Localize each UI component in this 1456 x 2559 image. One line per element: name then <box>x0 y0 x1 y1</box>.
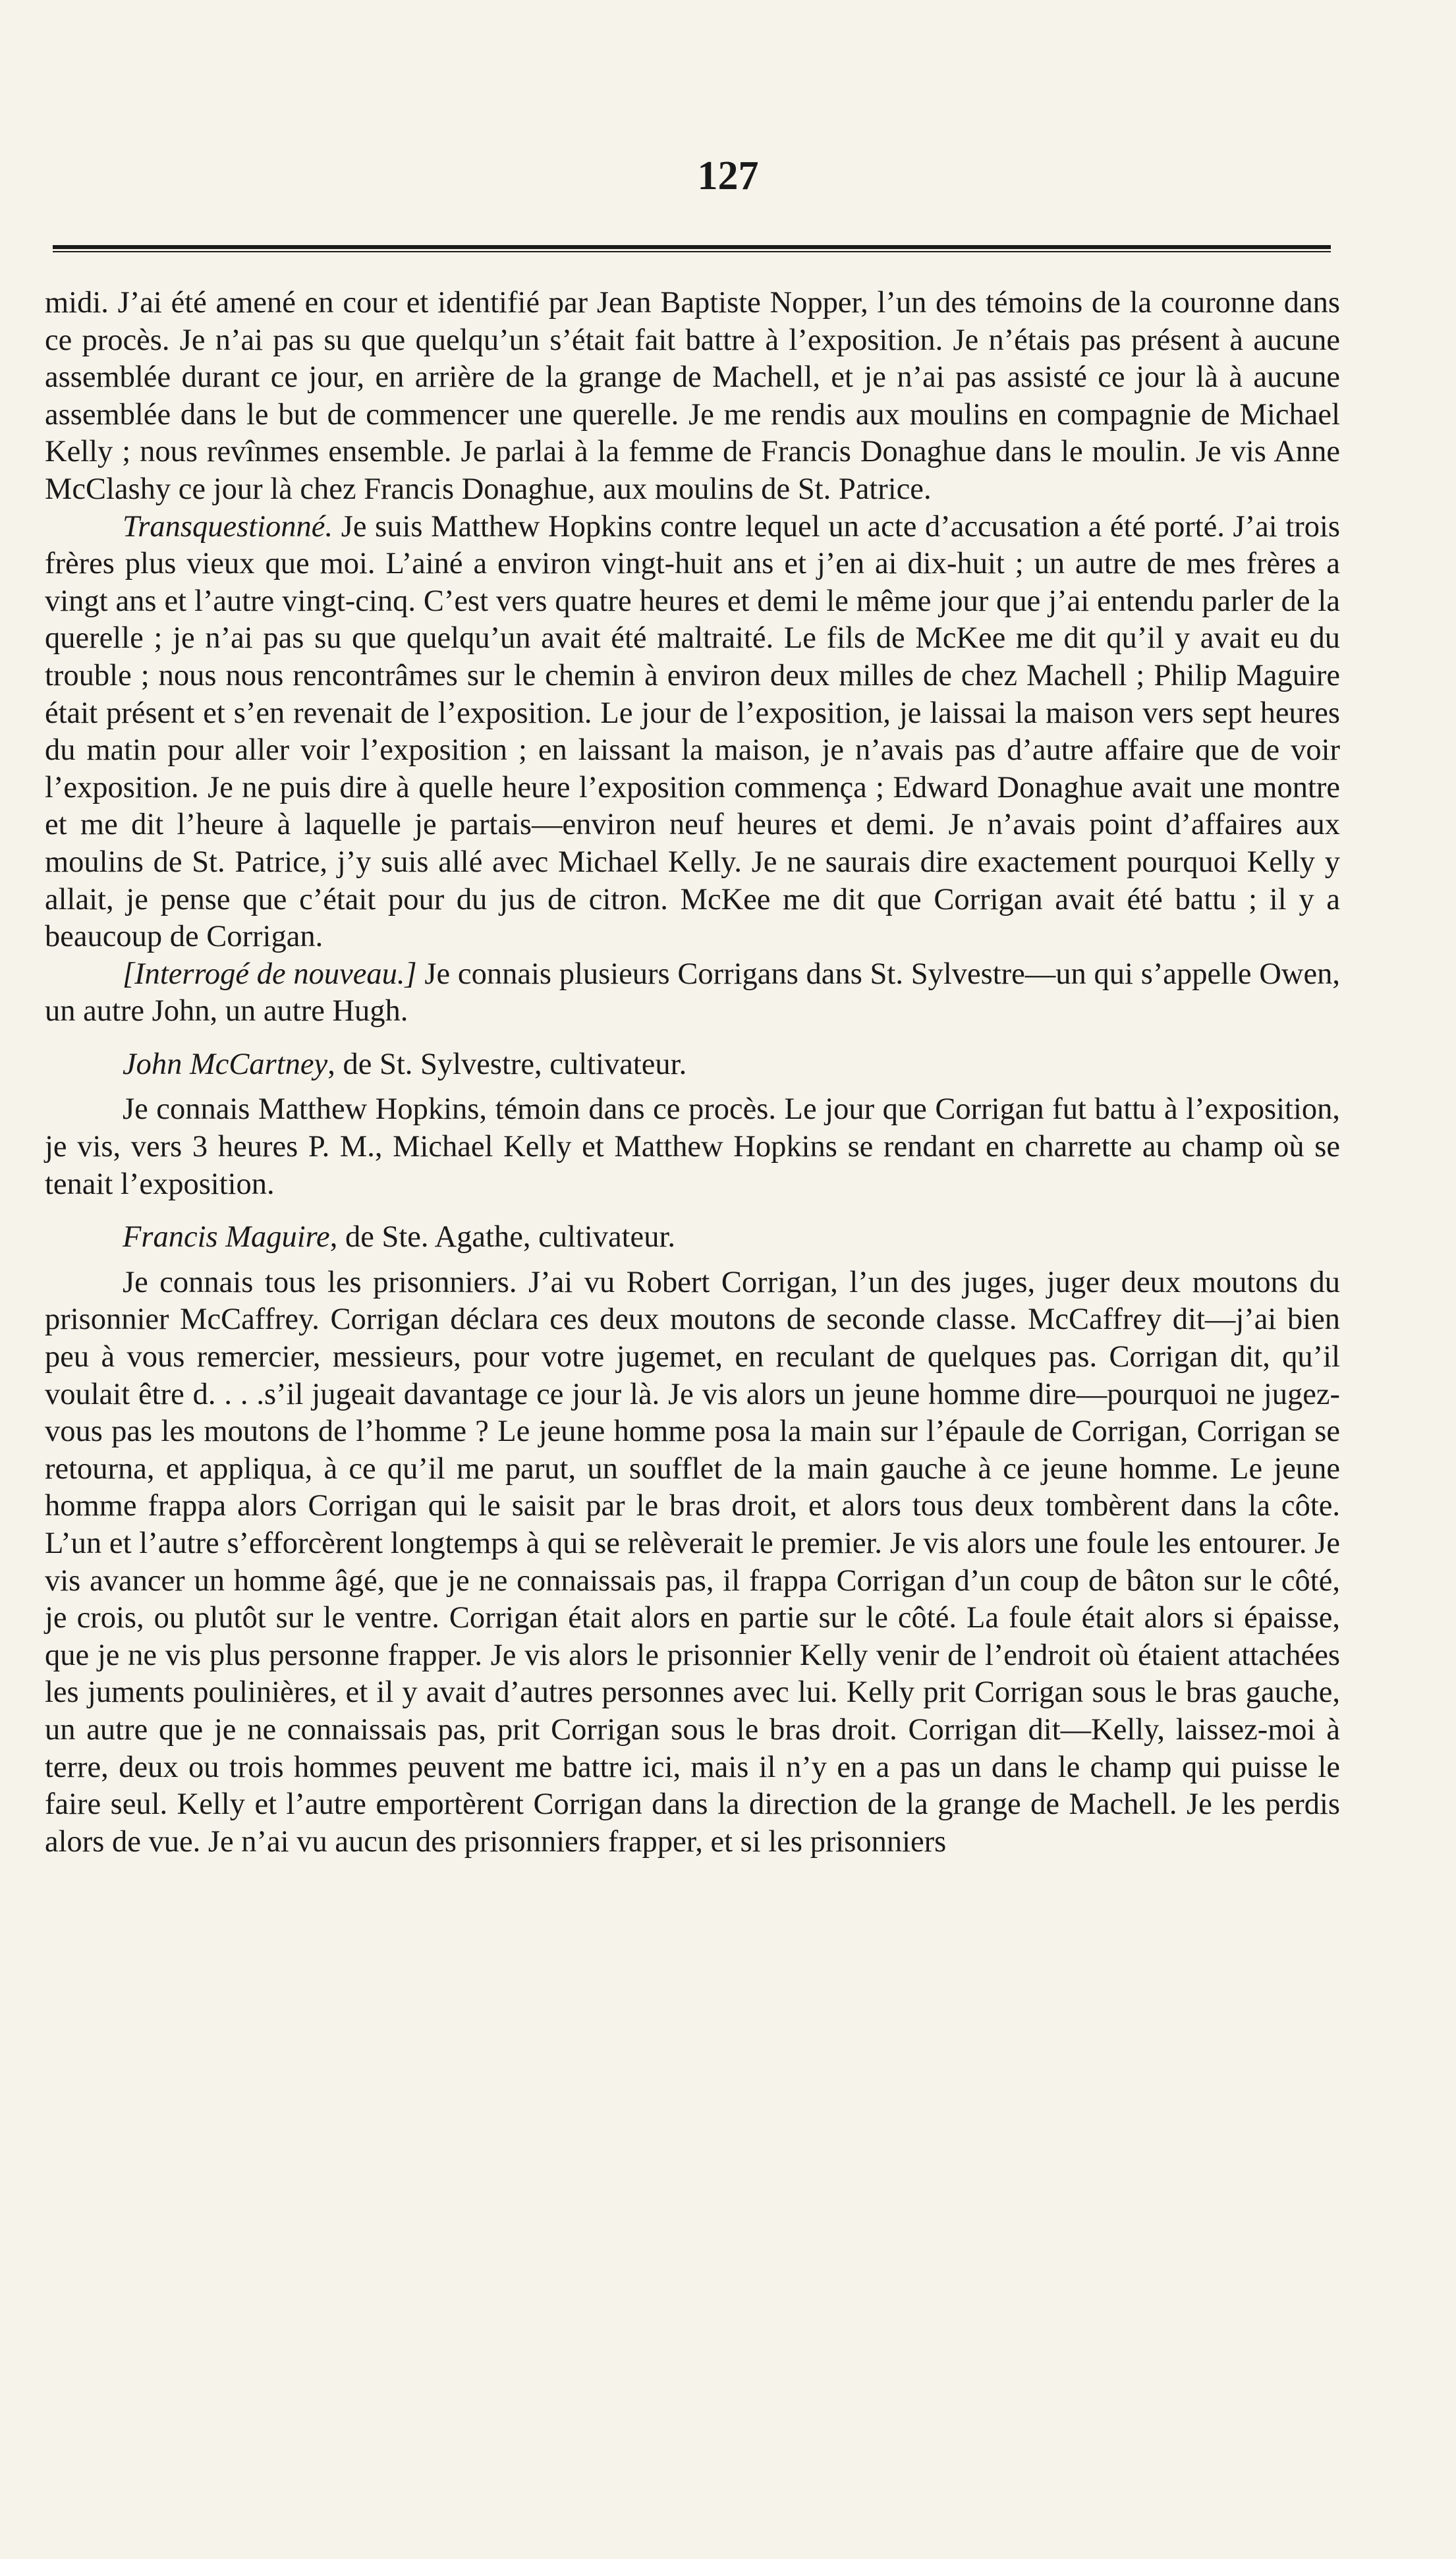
paragraph-re-examination <box>45 956 1340 1030</box>
header-rule <box>53 245 1331 252</box>
page-number: 127 <box>697 154 759 198</box>
paragraph-cross-examination <box>45 509 1340 956</box>
witness-name: John McCartney <box>123 1047 328 1081</box>
paragraph-text: Je connais plusieurs Corrigans dans St. Sylvestre—un qui s’appelle Owen, un autre John, un autre Hugh. <box>45 957 1341 1028</box>
witness-description: , de Ste. Agathe, cultivateur. <box>329 1220 675 1254</box>
paragraph-text: Je suis Matthew Hopkins contre lequel un acte d’accusation a été porté. J’ai trois frères plus vieux que moi. L’ainé a environ vingt-huit ans et j’en ai dix-huit ; un autre de mes frères a vingt ans et l’autre vingt-cinq. C’est vers quatre heures et demi le même jour que j’ai entendu parler de la querelle ; je n’ai pas su que quelqu’un avait été maltraité. Le fils de McKee me dit qu’il y avait eu du trouble ; nous nous rencontrâmes sur le chemin à environ deux milles de chez Machell ; Philip Maguire était présent et s’en revenait de l’exposition. Le jour de l’exposition, je laissai la maison vers sept heures du matin pour aller voir l’exposition ; en laissant la maison, je n’avais pas d’autre affaire que de voir l’exposition. Je ne puis dire à quelle heure l’exposition commença ; Edward Donaghue avait une montre et me dit l’heure à laquelle je partais—environ neuf heures et demi. Je n’avais point d’affaires aux moulins de St. Patrice, j’y suis allé avec Michael Kelly. Je ne saurais dire exactement pourquoi Kelly y allait, je pense que c’était pour du jus de citron. McKee me dit que Corrigan avait été battu ; il y a beaucoup de Corrigan. <box>45 509 1340 954</box>
section-label: Transquestionné. <box>123 509 333 544</box>
paragraph-testimony: Je connais tous les prisonniers. J’ai vu Robert Corrigan, l’un des juges, juger deux moutons du prisonnier McCaffrey. Corrigan déclara ces deux moutons de seconde classe. McCaffrey dit—j’ai bien peu à vous remercier, messieurs, pour votre jugemet, en reculant de quelques pas. Corrigan dit, qu’il voulait être d. . . .s’il jugeait davantage ce jour là. Je vis alors un jeune homme dire—pourquoi ne jugez-vous pas les moutons de l’homme ? Le jeune homme posa la main sur l’épaule de Corrigan, Corrigan se retourna, et appliqua, à ce qu’il me parut, un soufflet de la main gauche à ce jeune homme. Le jeune homme frappa alors Corrigan qui le saisit par le bras droit, et alors tous deux tombèrent dans la côte. L’un et l’autre s’efforcèrent longtemps à qui se relèverait le premier. Je vis alors une foule les entourer. Je vis avancer un homme âgé, que je ne connaissais pas, il frappa Corrigan d’un coup de bâton sur le côté, je crois, ou plutôt sur le ventre. Corrigan était alors en partie sur le côté. La foule était alors si épaisse, que je ne vis plus personne frapper. Je vis alors le prisonnier Kelly venir de l’endroit où étaient attachées les juments poulinières, et il y avait d’autres personnes avec lui. Kelly prit Corrigan sous le bras gauche, un autre que je ne connaissais pas, prit Corrigan sous le bras droit. Corrigan dit—Kelly, laissez-moi à terre, deux ou trois hommes peuvent me battre ici, mais il n’y en a pas un dans le champ qui puisse le faire seul. Kelly et l’autre emportèrent Corrigan dans la direction de la grange de Machell. Je les perdis alors de vue. Je n’ai vu aucun des prisonniers frapper, et si les prisonniers <box>45 1265 1340 1859</box>
section-label: [Interrogé de nouveau.] <box>123 957 417 991</box>
paragraph-testimony: Je connais Matthew Hopkins, témoin dans ce procès. Le jour que Corrigan fut battu à l’exposition, je vis, vers 3 heures P. M., Michael Kelly et Matthew Hopkins se rendant en charrette au champ où se tenait l’exposition. <box>45 1092 1340 1201</box>
witness-heading <box>45 1046 1340 1084</box>
witness-heading <box>45 1219 1340 1256</box>
witness-description: , de St. Sylvestre, cultivateur. <box>327 1047 687 1081</box>
document-body <box>45 285 1340 1861</box>
paragraph-continuation: midi. J’ai été amené en cour et identifié par Jean Baptiste Nopper, l’un des témoins de la couronne dans ce procès. Je n’ai pas su que quelqu’un s’était fait battre à l’exposition. Je n’étais pas présent à aucune assemblée durant ce jour, en arrière de la grange de Machell, et je n’ai pas assisté ce jour là à aucune assemblée dans le but de commencer une querelle. Je me rendis aux moulins en compagnie de Michael Kelly ; nous revînmes ensemble. Je parlai à la femme de Francis Donaghue dans le moulin. Je vis Anne McClashy ce jour là chez Francis Donaghue, aux moulins de St. Patrice. <box>45 286 1340 506</box>
witness-name: Francis Maguire <box>123 1220 330 1254</box>
